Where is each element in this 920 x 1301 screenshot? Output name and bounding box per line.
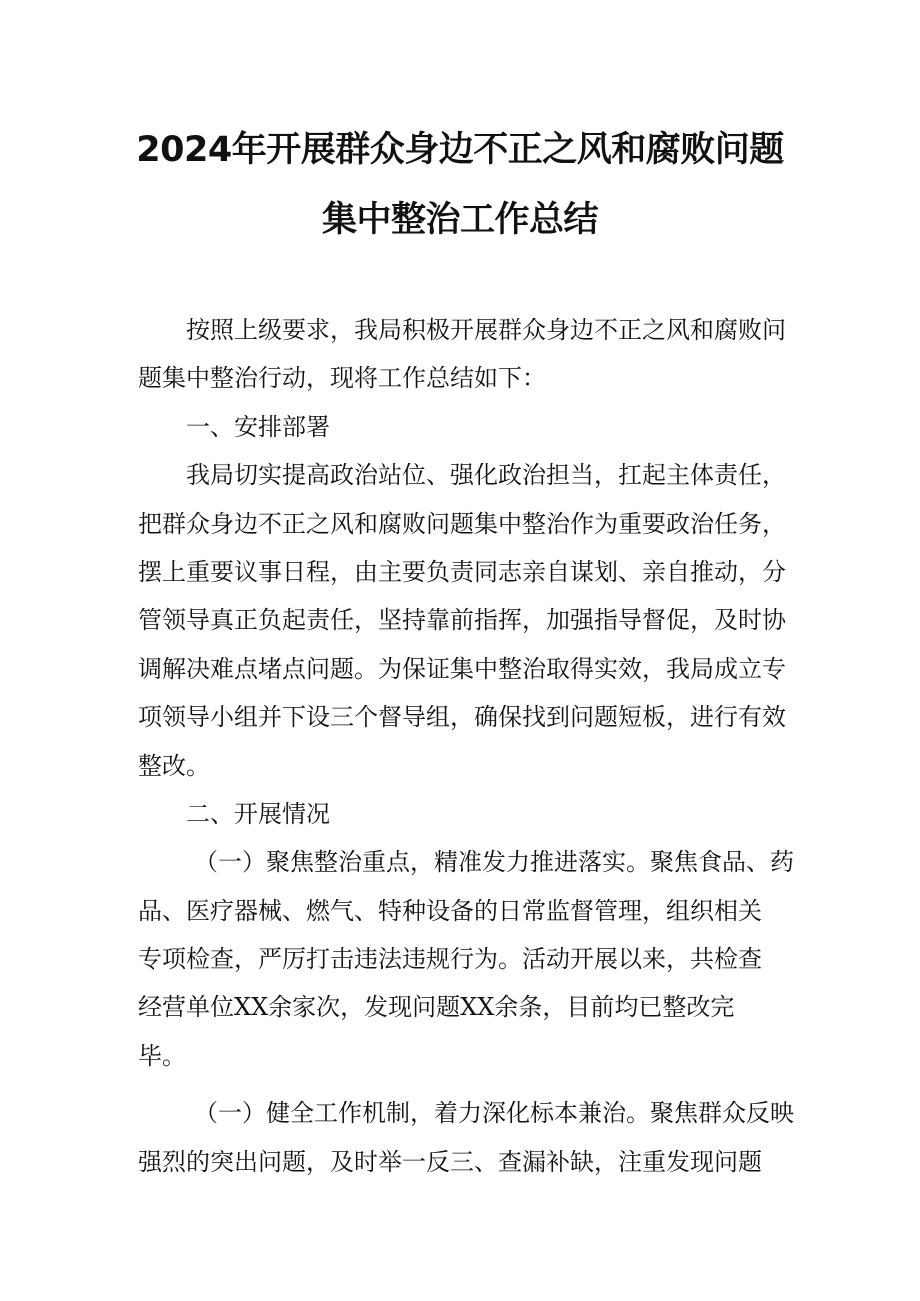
- paragraph-line: 专项检查，严厉打击违法违规行为。活动开展以来，共检查: [138, 945, 762, 974]
- paragraph-line: 品、医疗器械、燃气、特种设备的日常监督管理，组织相关: [138, 896, 762, 925]
- focus-paragraph: [138, 838, 798, 1080]
- paragraph-line: 按照上级要求，我局积极开展群众身边不正之风和腐败问: [186, 316, 786, 344]
- document-body: [138, 306, 798, 1186]
- paragraph-line: 题集中整治行动，现将工作总结如下：: [138, 364, 546, 393]
- paragraph-line: （一）聚焦整治重点，精准发力推进落实。聚焦食品、药: [194, 848, 794, 877]
- deployment-paragraph: [138, 451, 798, 790]
- paragraph-line: 把群众身边不正之风和腐败问题集中整治作为重要政治任务，: [138, 509, 786, 538]
- paragraph-spacer: [138, 1080, 798, 1089]
- paragraph-line: 整改。: [138, 751, 210, 780]
- section-heading-deployment: 一、安排部署: [186, 412, 330, 441]
- paragraph-line: 管领导真正负起责任，坚持靠前指挥，加强指导督促，及时协: [138, 606, 786, 635]
- paragraph-line: 摆上重要议事日程，由主要负责同志亲自谋划、亲自推动，分: [138, 557, 786, 586]
- paragraph-line: 毕。: [138, 1041, 186, 1070]
- document-title-line-2: 集中整治工作总结: [321, 200, 598, 240]
- section-heading-progress: 二、开展情况: [186, 799, 330, 828]
- paragraph-line: 调解决难点堵点问题。为保证集中整治取得实效，我局成立专: [138, 654, 786, 683]
- paragraph-line: 经营单位XX余家次，发现问题XX余条，目前均已整改完: [138, 993, 735, 1022]
- mechanism-paragraph: [138, 1089, 798, 1186]
- paragraph-line: 强烈的突出问题，及时举一反三、查漏补缺，注重发现问题: [138, 1147, 762, 1176]
- document-title-line-1: 2024年开展群众身边不正之风和腐败问题: [136, 130, 784, 170]
- paragraph-line: 我局切实提高政治站位、强化政治担当，扛起主体责任，: [186, 461, 786, 490]
- intro-paragraph: [138, 306, 798, 403]
- paragraph-line: 项领导小组并下设三个督导组，确保找到问题短板，进行有效: [138, 703, 786, 732]
- paragraph-line: （一）健全工作机制，着力深化标本兼治。聚焦群众反映: [194, 1099, 794, 1128]
